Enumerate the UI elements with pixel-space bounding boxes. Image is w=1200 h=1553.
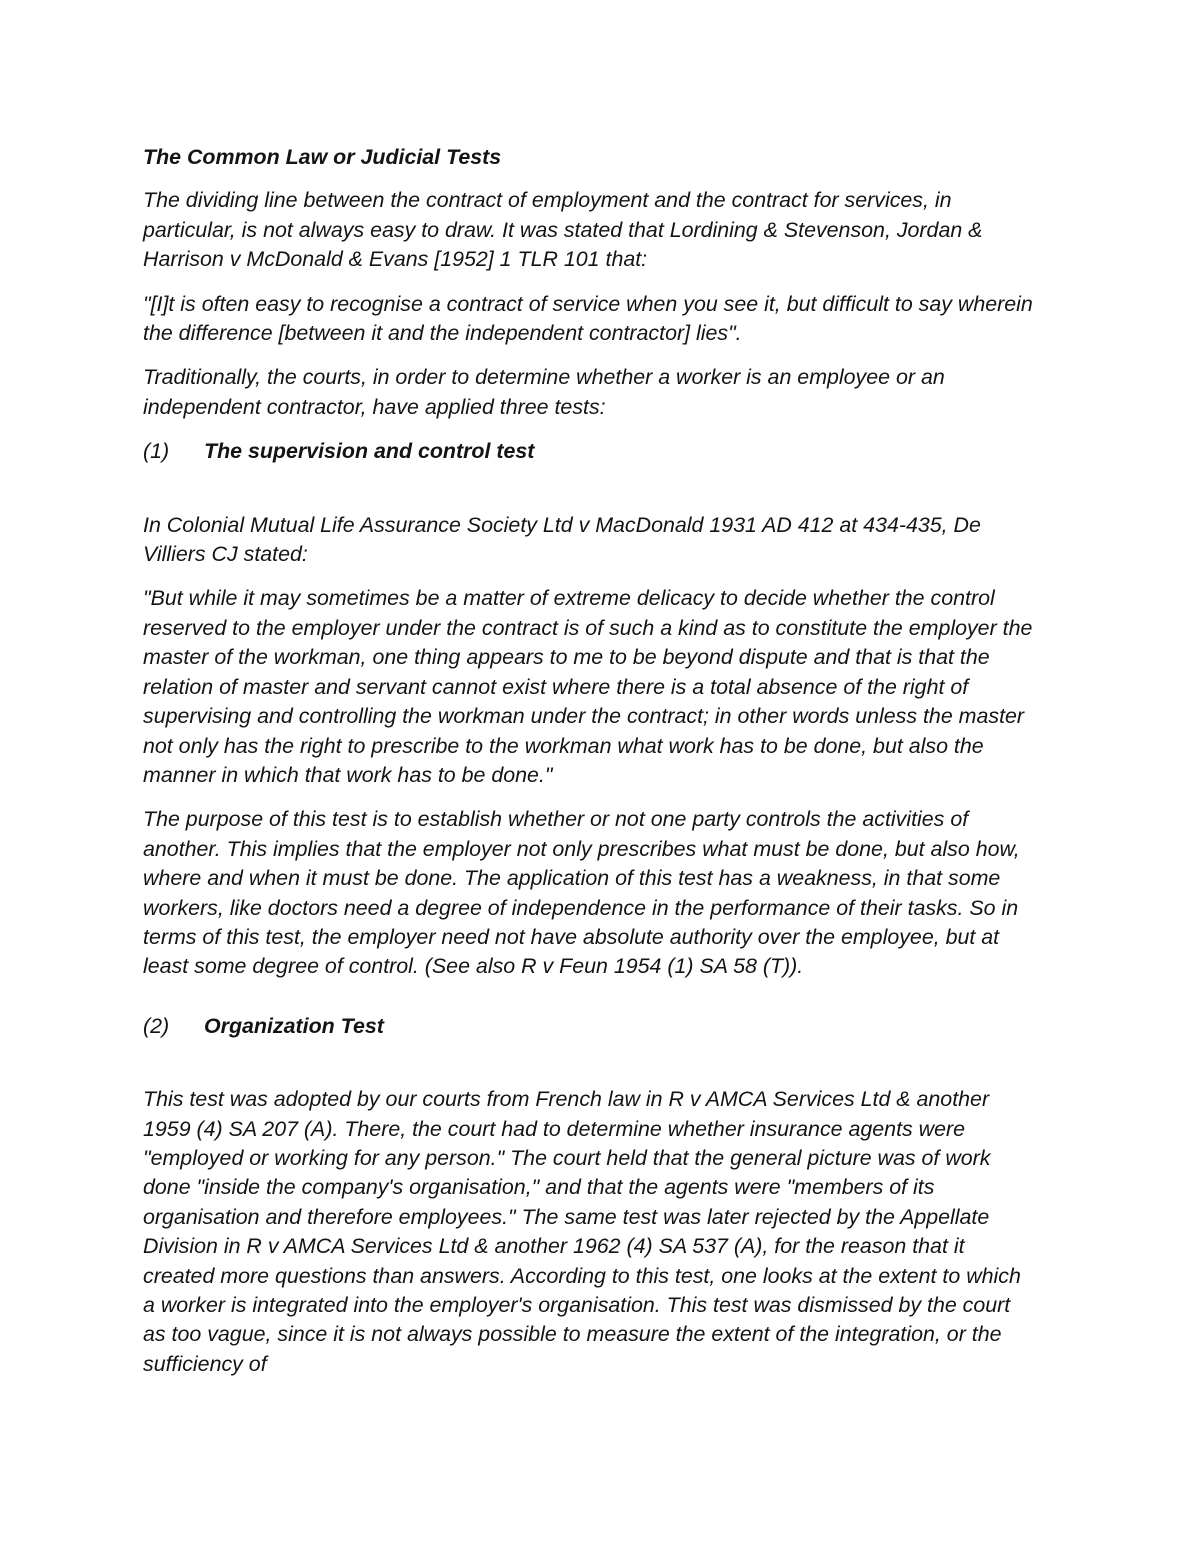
- section-number: (1): [143, 439, 170, 464]
- intro-paragraph: The dividing line between the contract of employment and the contract for services, in particular, is not always easy to draw. It was stated that Lordining & Stevenson, Jordan & Harrison v McDonald & Evans [1952] 1 TLR 101 that:: [143, 188, 983, 272]
- document-title: The Common Law or Judicial Tests: [143, 145, 502, 169]
- traditional-tests-paragraph: Traditionally, the courts, in order to determine whether a worker is an employee or an independent contractor, have applied three tests:: [143, 365, 945, 419]
- case-quote-paragraph: "But while it may sometimes be a matter of extreme delicacy to decide whether the control reserved to the employer under the contract is of such a kind as to constitute the employer the master of the workman, one thing appears to me to be beyond dispute and that is that the relation of master and servant cannot exist where there is a total absence of the right of supervising and controlling the workman under the contract; in other words unless the master not only has the right to prescribe to the workman what work has to be done, but also the manner in which that work has to be done.": [143, 586, 1033, 787]
- section-heading-supervision: [143, 437, 1033, 466]
- section-title: Organization Test: [204, 1013, 384, 1038]
- section-number: (2): [143, 1013, 170, 1038]
- quote-paragraph: "[I]t is often easy to recognise a contract of service when you see it, but difficult to say wherein the difference [between it and the independent contractor] lies".: [143, 291, 1033, 346]
- section-heading-organization: [143, 1012, 1033, 1041]
- case-intro-paragraph: In Colonial Mutual Life Assurance Society Ltd v MacDonald 1931 AD 412 at 434-435, De Villiers CJ stated:: [143, 512, 981, 567]
- purpose-paragraph: The purpose of this test is to establish whether or not one party controls the activities of another. This implies that the employer not only prescribes what must be done, but also how, where and when it must be done. The application of this test has a weakness, in that some workers, like doctors need a degree of independence in the performance of their tasks. So in terms of this test, the employer need not have absolute authority over the employee, but at least some degree of control. (See also R v Feun 1954 (1) SA 58 (T)).: [143, 807, 1020, 979]
- section-title: The supervision and control test: [204, 439, 535, 464]
- document-body: [143, 143, 1033, 1394]
- organization-test-paragraph: This test was adopted by our courts from French law in R v AMCA Services Ltd & another 1959 (4) SA 207 (A). There, the court had to determine whether insurance agents were "employed or working for any person." The court held that the general picture was of work done "inside the company's organisation," and that the agents were "members of its organisation and therefore employees." The same test was later rejected by the Appellate Division in R v AMCA Services Ltd & another 1962 (4) SA 537 (A), for the reason that it created more questions than answers. According to this test, one looks at the extent to which a worker is integrated into the employer's organisation. This test was dismissed by the court as too vague, since it is not always possible to measure the extent of the integration, or the sufficiency of: [143, 1087, 1021, 1376]
